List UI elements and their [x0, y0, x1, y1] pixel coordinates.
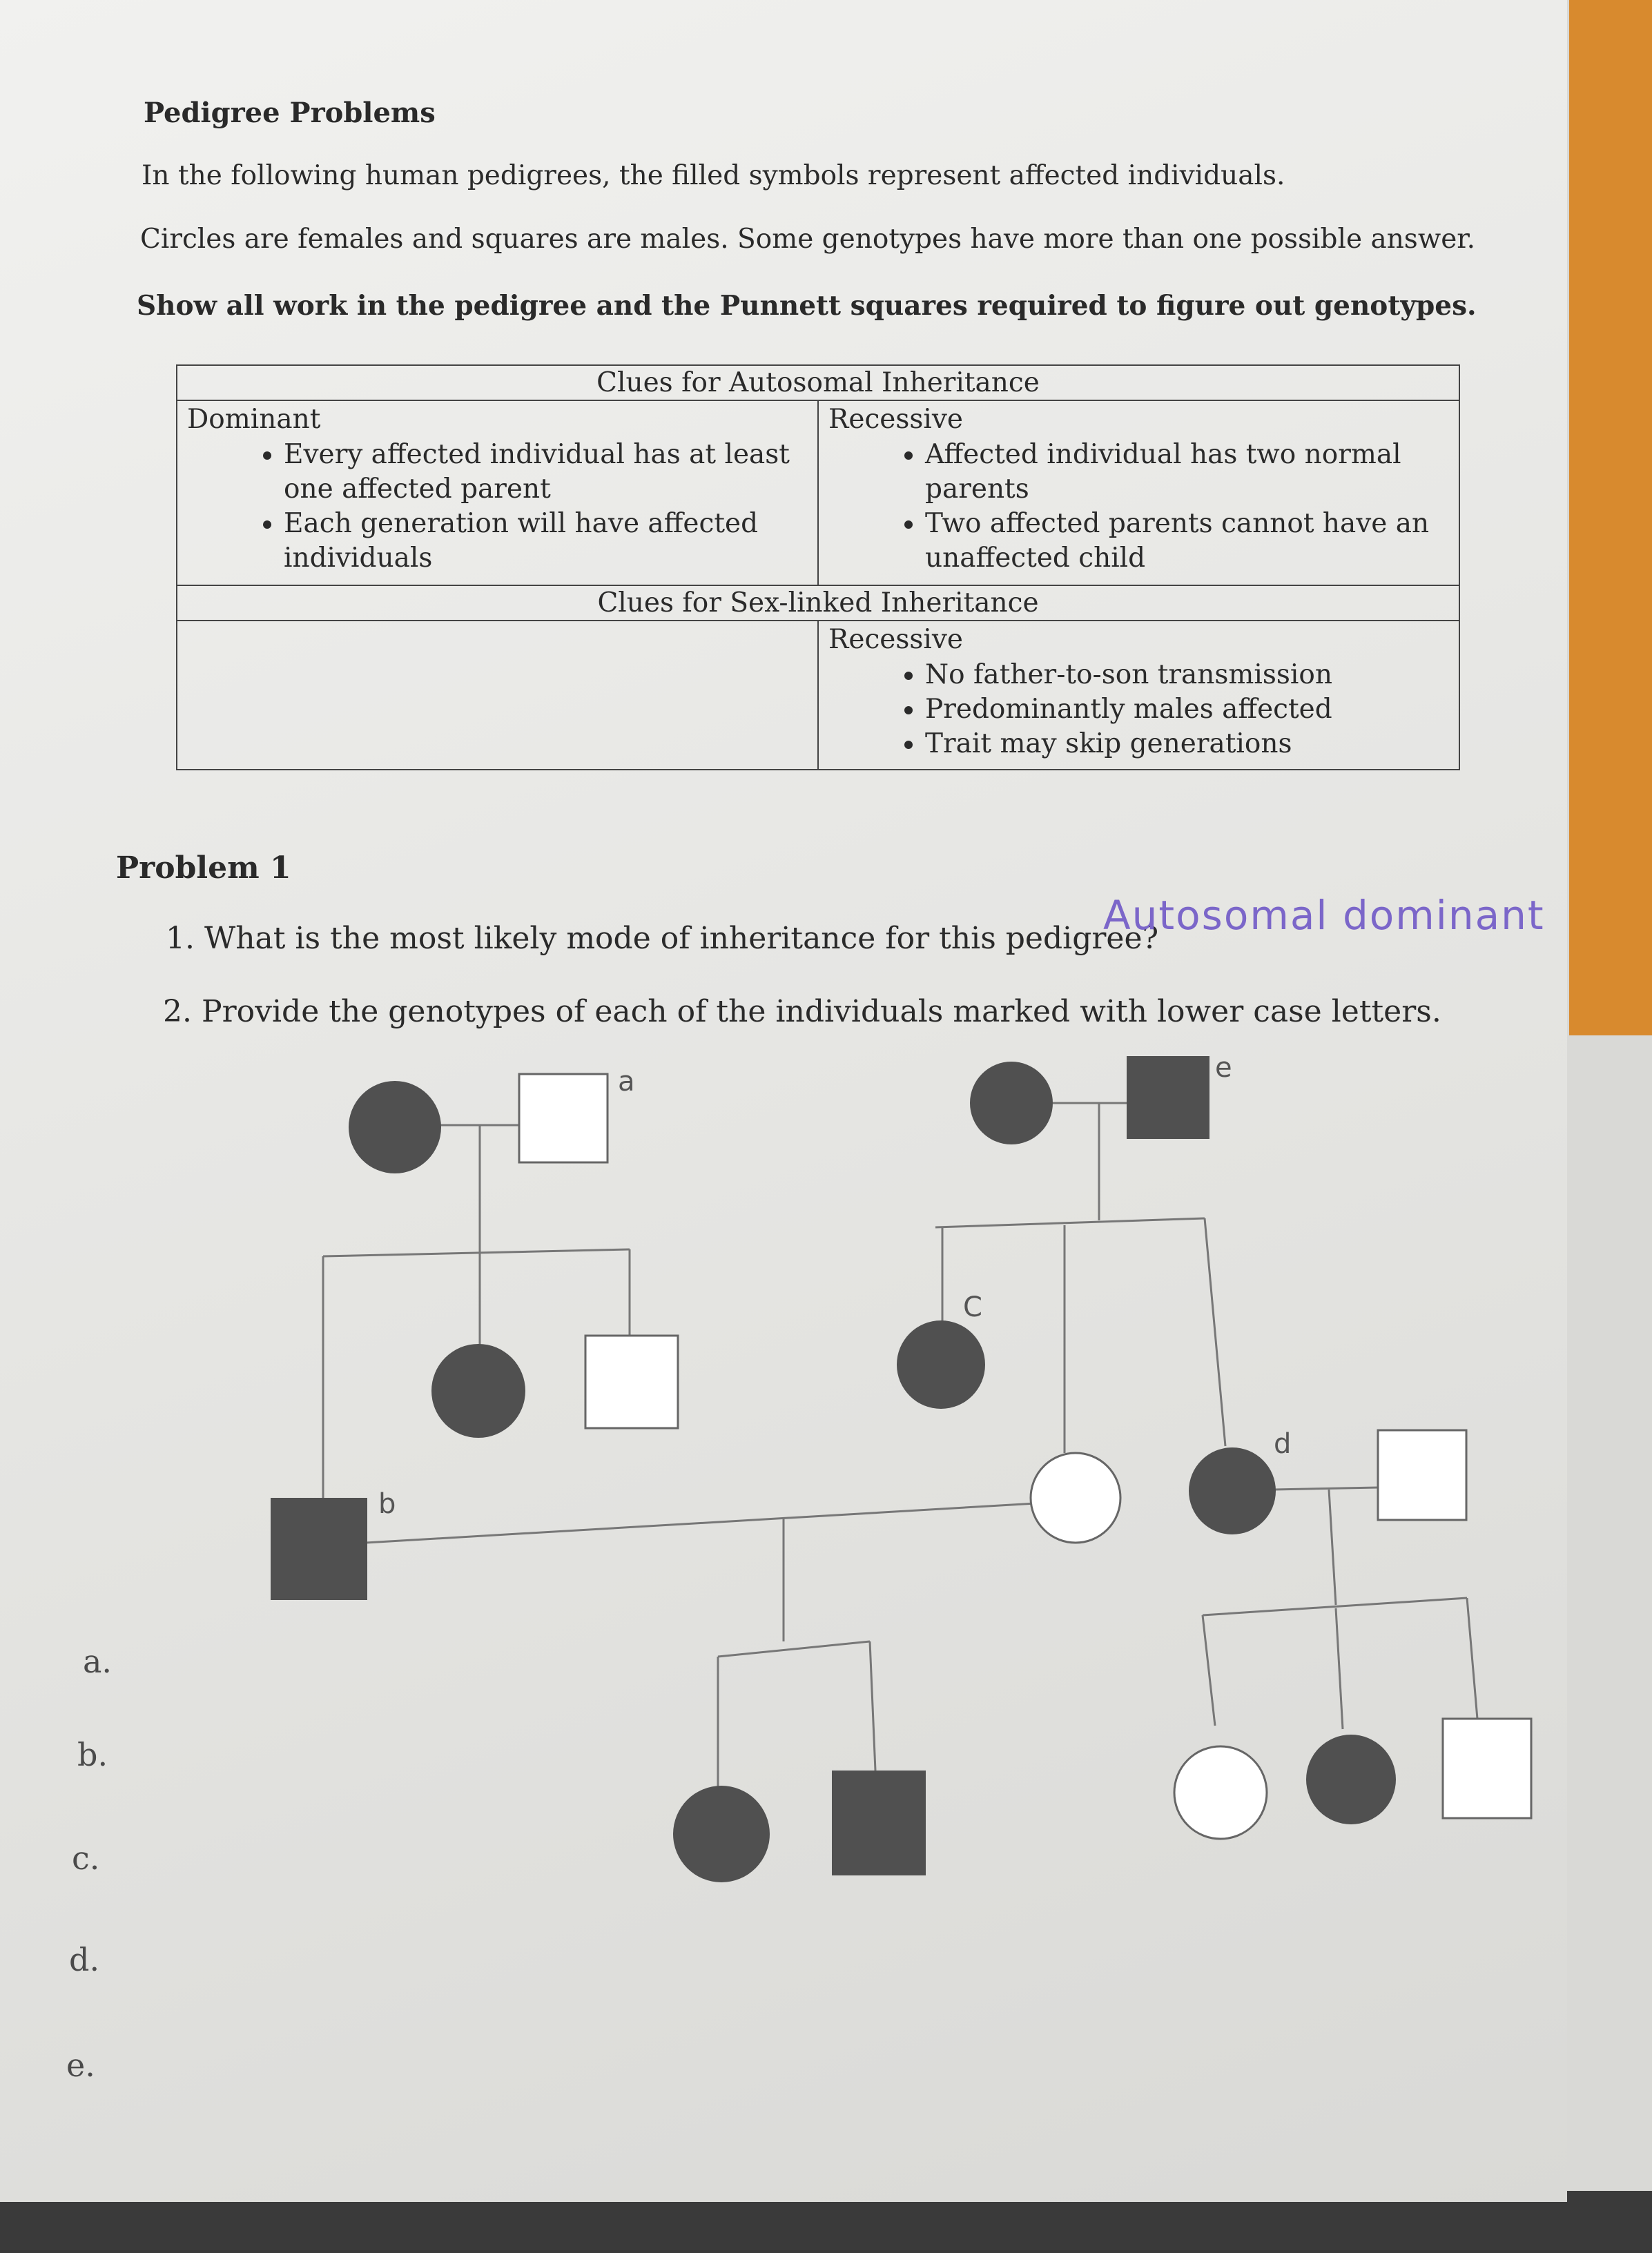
- desk-background: [1569, 0, 1652, 1035]
- problem-title: Problem 1: [116, 850, 291, 886]
- answer-d-label: d.: [69, 1941, 100, 1978]
- sexlinked-header: Clues for Sex-linked Inheritance: [177, 585, 1459, 621]
- unaffected-male: [1378, 1430, 1466, 1520]
- recessive-clue: • Affected individual has two normal parents: [925, 438, 1449, 507]
- unaffected-male: [1443, 1719, 1531, 1818]
- sexlinked-clue: • Predominantly males affected: [925, 692, 1449, 727]
- affected-female: [431, 1344, 525, 1438]
- recessive-clue: • Two affected parents cannot have an unaffected child: [925, 507, 1449, 576]
- answer-e-label: e.: [66, 2047, 95, 2084]
- recessive-title: Recessive: [828, 404, 963, 435]
- unaffected-female: [1174, 1746, 1267, 1839]
- unaffected-male: [585, 1336, 678, 1428]
- question-2: 2. Provide the genotypes of each of the individuals marked with lower case letters.: [163, 994, 1441, 1029]
- sexlinked-clue: • Trait may skip generations: [925, 727, 1449, 761]
- label-a: a: [618, 1066, 635, 1098]
- dominant-clue: • Each generation will have affected individuals: [284, 507, 808, 576]
- affected-male: [832, 1771, 926, 1875]
- sexlinked-clue: • No father-to-son transmission: [925, 658, 1449, 692]
- label-d: d: [1274, 1428, 1292, 1460]
- label-e: e: [1215, 1052, 1232, 1084]
- handwritten-answer: Autosomal dominant: [1103, 892, 1545, 939]
- intro-line-1: In the following human pedigrees, the filled symbols represent affected individuals.: [142, 160, 1285, 191]
- dominant-clue: • Every affected individual has at least one affected parent: [284, 438, 808, 507]
- label-b: b: [378, 1488, 396, 1520]
- affected-female: [1306, 1735, 1396, 1824]
- question-1: 1. What is the most likely mode of inheritance for this pedigree?: [166, 921, 1159, 956]
- dominant-title: Dominant: [187, 404, 321, 435]
- label-c: C: [963, 1291, 982, 1323]
- autosomal-header: Clues for Autosomal Inheritance: [177, 365, 1459, 400]
- affected-male-e: [1127, 1056, 1209, 1139]
- affected-female: [673, 1786, 770, 1882]
- answer-c-label: c.: [72, 1840, 100, 1877]
- sexlinked-recessive-title: Recessive: [828, 623, 963, 655]
- affected-female-c: [897, 1320, 985, 1409]
- answer-a-label: a.: [83, 1643, 113, 1680]
- unaffected-male-a: [519, 1074, 608, 1162]
- affected-female-d: [1189, 1447, 1276, 1534]
- intro-line-2: Circles are females and squares are males. Some genotypes have more than one possible answer.: [140, 224, 1476, 255]
- answer-b-label: b.: [77, 1736, 108, 1773]
- pedigree-symbols: [271, 1056, 1531, 1882]
- affected-male-b: [271, 1498, 367, 1600]
- instruction-line: Show all work in the pedigree and the Punnett squares required to figure out genotypes.: [137, 290, 1477, 322]
- page-title: Pedigree Problems: [144, 97, 436, 129]
- unaffected-female: [1031, 1453, 1120, 1543]
- pedigree-lines: [323, 1103, 1477, 1788]
- affected-female: [970, 1062, 1053, 1144]
- affected-female: [349, 1081, 441, 1173]
